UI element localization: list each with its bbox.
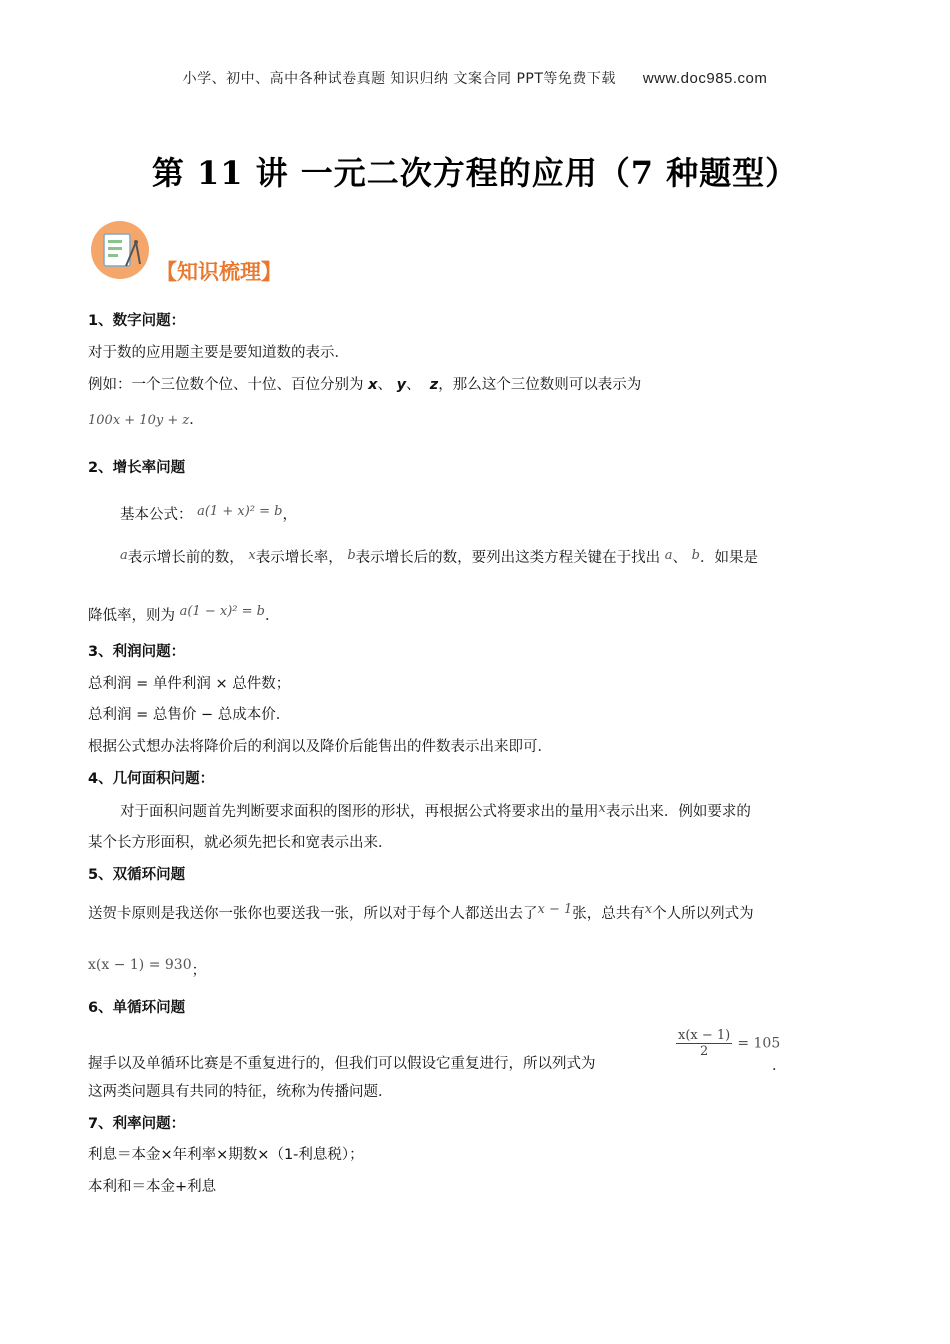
sep: 、 (406, 377, 421, 393)
s3-paragraph-2: 总利润 = 总售价 − 总成本价． (88, 707, 291, 723)
var-x: x (368, 377, 378, 393)
s5-text-b: 张，总共有 (572, 906, 645, 922)
heading-number-problem: 1、数字问题： (88, 313, 186, 329)
var-a: a (664, 548, 673, 563)
s7-paragraph-2: 本利和＝本金+利息 (88, 1179, 217, 1195)
period: ． (264, 608, 280, 624)
s7-paragraph-1: 利息＝本金×年利率×期数×（1-利息税）； (88, 1147, 364, 1163)
var-b: b (347, 548, 356, 563)
s2-decline-line (88, 606, 279, 627)
s6-paragraph-1: 握手以及单循环比赛是不重复进行的，但我们可以假设它重复进行，所以列式为 (88, 1056, 596, 1072)
s2-text-2: 表示增长率， (255, 550, 343, 566)
s2-text-3: 表示增长后的数，要列出这类方程关键在于找出 (355, 550, 661, 566)
s2-basic-formula-line (120, 505, 297, 526)
section-title: 【知识梳理】 (156, 260, 282, 284)
formula-growth: a(1 + x)² = b (197, 504, 283, 519)
var-a: a (120, 548, 128, 563)
var-x: x (248, 548, 256, 563)
formula-three-digit: 100x + 10y + z (88, 413, 190, 428)
s1-text-a: 例如：一个三位数个位、十位、百位分别为 (88, 377, 364, 393)
s4-text-b: 表示出来．例如要求的 (605, 804, 751, 820)
header-site-link[interactable]: www.doc985.com (642, 70, 768, 87)
formula-105 (676, 1028, 780, 1059)
comma: ， (282, 507, 297, 523)
period: ． (189, 412, 204, 428)
s1-text-b: ，那么这个三位数则可以表示为 (438, 377, 642, 393)
page-header (0, 68, 950, 88)
s5-formula-line (88, 955, 207, 979)
period: ． (772, 1058, 787, 1074)
s5-paragraph (88, 904, 754, 925)
s1-formula-line (88, 410, 204, 431)
var-z: z (429, 377, 439, 393)
page-title: 第 11 讲 一元二次方程的应用（7 种题型） (151, 154, 799, 192)
notebook-icon (90, 220, 150, 280)
formula-930: x(x − 1) = 930 (88, 957, 192, 973)
s4-paragraph-2: 某个长方形面积，就必须先把长和宽表示出来． (88, 835, 393, 851)
s2-text-4: 、 (672, 550, 688, 566)
s4-paragraph-1 (120, 802, 751, 823)
heading-area: 4、几何面积问题： (88, 771, 215, 787)
s4-text-a: 对于面积问题首先判断要求面积的图形的形状，再根据公式将要求出的量用 (120, 804, 599, 820)
s2-text-1: 表示增长前的数， (127, 550, 244, 566)
heading-profit: 3、利润问题： (88, 644, 186, 660)
header-text: 小学、初中、高中各种试卷真题 知识归纳 文案合同 PPT等免费下载 (182, 71, 616, 87)
fraction-denominator: 2 (699, 1044, 709, 1059)
s2-paragraph (120, 548, 758, 569)
fraction (676, 1028, 732, 1059)
s1-paragraph-2 (88, 375, 641, 395)
formula-decline: a(1 − x)² = b (179, 604, 265, 619)
s1-paragraph-1: 对于数的应用题主要是要知道数的表示． (88, 345, 349, 361)
s2-text-5: ．如果是 (699, 550, 758, 566)
semicolon: ； (191, 963, 207, 979)
sep: 、 (377, 377, 392, 393)
var-y: y (396, 377, 407, 393)
fraction-rhs: = 105 (737, 1035, 781, 1052)
s6-paragraph-2: 这两类问题具有共同的特征，统称为传播问题． (88, 1084, 393, 1100)
var-x: x (598, 801, 606, 816)
var-b: b (691, 548, 700, 563)
heading-double-cycle: 5、双循环问题 (88, 867, 186, 883)
s5-text-c: 个人所以列式为 (652, 906, 754, 922)
heading-interest: 7、利率问题： (88, 1116, 186, 1132)
basic-formula-label: 基本公式： (120, 507, 193, 523)
expr-x-minus-1: x − 1 (537, 902, 573, 917)
s3-paragraph-1: 总利润 = 单件利润 × 总件数； (88, 676, 291, 692)
s3-paragraph-3: 根据公式想办法将降价后的利润以及降价后能售出的件数表示出来即可． (88, 739, 552, 755)
s5-text-a: 送贺卡原则是我送你一张你也要送我一张，所以对于每个人都送出去了 (88, 906, 538, 922)
var-x: x (644, 902, 653, 917)
fraction-numerator: x(x − 1) (678, 1028, 731, 1043)
s2-text-6: 降低率，则为 (88, 608, 175, 624)
heading-growth-rate: 2、增长率问题 (88, 460, 186, 476)
heading-single-cycle: 6、单循环问题 (88, 1000, 186, 1016)
